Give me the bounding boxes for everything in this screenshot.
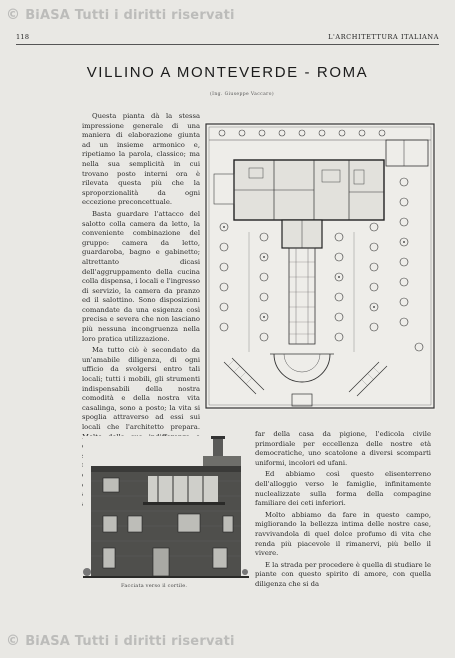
journal-name: L'ARCHITETTURA ITALIANA <box>328 33 439 41</box>
floor-plan-drawing <box>204 122 436 410</box>
paragraph: Ma tutto ciò è secondato da un'amabile diligenza, di ogni ufficio da svolgersi entro tali locali; tutti i mobili, gli strumenti indispensabili della nostra comodità e della nostra vita casalinga, sono a posto; la vita si spoglia attraverso ad essi sui locali che l'architetto prepara. <box>82 346 200 431</box>
copyright-symbol: © <box>6 633 21 649</box>
article-title: VILLINO A MONTEVERDE - ROMA <box>86 64 369 81</box>
watermark-bottom <box>6 633 336 649</box>
paragraph: Ed abbiamo così questo elisenterreno dell'alloggio verso le famiglie, infinitamente nuclealizzate sulla forma della compagine familiare dei ceti inferiori. <box>255 470 431 508</box>
architect-credit: (Ing. Giuseppe Vaccaro) <box>210 92 274 97</box>
paragraph: far della casa da pigione, l'edicola civile primordiale per eccellenza delle nostre età democratiche, uno scatolone a diversi scomparti uniformi, incolori ed ufani. <box>255 430 431 467</box>
right-text-column <box>255 430 431 626</box>
page-number: 118 <box>16 33 30 41</box>
watermark-text: BiASA Tutti i diritti riservati <box>25 7 235 23</box>
paragraph: Molto abbiamo da fare in questo campo, migliorando la bellezza intima delle nostre case, ravvivandola di quel dolce profumo di vita che renda più piacevole il rimanervi, più bello il vivere. <box>255 510 431 558</box>
watermark-text: BiASA Tutti i diritti riservati <box>25 633 235 649</box>
watermark-top <box>6 7 336 23</box>
header-rule <box>16 44 439 45</box>
elevation-caption: Facciata verso il cortile. <box>121 583 188 589</box>
left-text-column <box>82 112 200 431</box>
facade-elevation-drawing <box>83 436 249 583</box>
paragraph: Questa pianta dà la stessa impressione generale di una maniera di elaborazione giunta ad un insieme armonico e, ripetiamo la parola, classico; ma nella sua semplicità in cui trovano posto interni ora è rilevata questa più che la sproporzionalità da ogni eccezione preconcettuale. <box>82 112 200 207</box>
copyright-symbol: © <box>6 7 21 23</box>
paragraph: Basta guardare l'attacco del salotto colla camera da letto, la conveniente combinazione del gruppo: camera da letto, guardaroba, bagno e gabinetto; altrettanto dicasi dell'aggruppamento della cucina colla dispensa, i locali e l'ingresso di servizio, la camera da pranzo ed il salottino. Sono disposizioni comandate da una esigenza così precisa e severa che non lasciano più nessuna incongruenza nella loro pratica utilizzazione. <box>82 209 200 343</box>
paragraph: E la strada per procedere è quella di studiare le piante con questo spirito di amore, con quella diligenza che si da <box>255 560 431 588</box>
